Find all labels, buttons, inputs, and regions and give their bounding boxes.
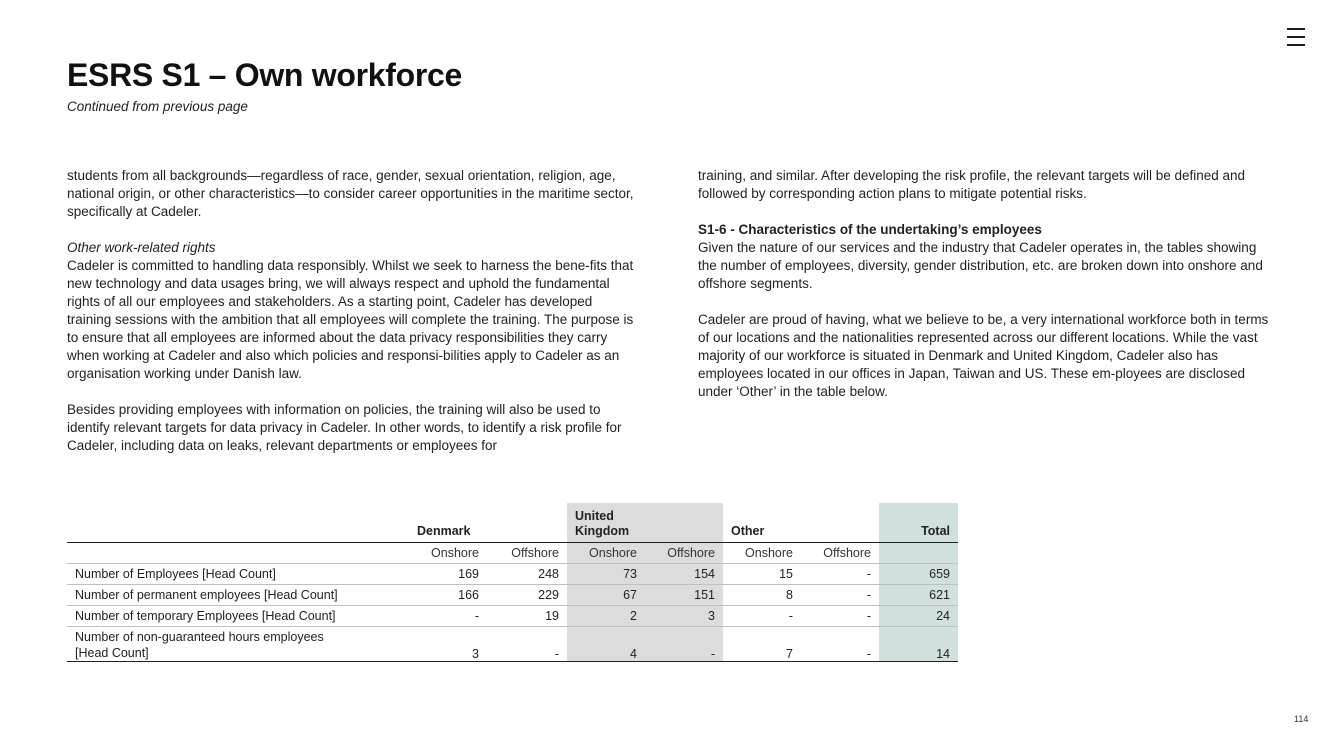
table-cell: - — [801, 564, 879, 585]
table-cell: - — [801, 585, 879, 606]
column-group-uk: United Kingdom — [567, 503, 645, 543]
section-heading: Other work-related rights — [67, 240, 216, 255]
paragraph: training, and similar. After developing the risk profile, the relevant targets will be defined and followed by corresponding action plans to mitigate potential risks. — [698, 168, 1246, 201]
row-label: Number of permanent employees [Head Count] — [67, 585, 409, 606]
table-cell-total: 621 — [879, 585, 958, 606]
table-cell: 3 — [409, 627, 487, 662]
column-group-total: Total — [879, 503, 958, 543]
table-cell-total: 659 — [879, 564, 958, 585]
page-title: ESRS S1 – Own workforce — [67, 57, 463, 93]
column-header-offshore: Offshore — [511, 546, 559, 560]
right-text-column — [698, 167, 1278, 401]
table-row — [67, 585, 958, 606]
table-cell: 73 — [567, 564, 645, 585]
column-header-onshore: Onshore — [431, 546, 479, 560]
table-cell: 169 — [409, 564, 487, 585]
section-heading: S1-6 - Characteristics of the undertaking’s employees — [698, 222, 1042, 237]
table-cell: - — [801, 606, 879, 627]
paragraph: Besides providing employees with information on policies, the training will also be used to identify relevant targets for data privacy in Cadeler. In other words, to identify a risk profile for Cadeler, including data on leaks, relevant departments or employees for — [67, 402, 622, 453]
page-subtitle: Continued from previous page — [67, 99, 248, 114]
employee-table — [67, 503, 958, 662]
table-row — [67, 627, 958, 662]
paragraph: Cadeler are proud of having, what we believe to be, a very international workforce both in terms of our locations and the nationalities represented across our different locations. While the vast majority of our workforce is situated in Denmark and United Kingdom, Cadeler also has employees located in our offices in Japan, Taiwan and US. These em-ployees are disclosed under ‘Other’ in the table below. — [698, 312, 1269, 399]
table-cell: - — [723, 606, 801, 627]
row-label: Number of Employees [Head Count] — [67, 564, 409, 585]
table-cell: 3 — [645, 606, 723, 627]
table-cell: - — [801, 627, 879, 662]
column-header-offshore: Offshore — [823, 546, 871, 560]
table-cell: 4 — [567, 627, 645, 662]
table-cell: 229 — [487, 585, 567, 606]
table-cell: 154 — [645, 564, 723, 585]
row-label-line: Number of non-guaranteed hours employees — [75, 630, 324, 644]
table-cell: - — [487, 627, 567, 662]
paragraph: students from all backgrounds—regardless of race, gender, sexual orientation, religion, age, national origin, or other characteristics—to consider career opportunities in the maritime sector, specifically at Cadeler. — [67, 168, 634, 219]
table-cell-total: 24 — [879, 606, 958, 627]
column-header-onshore: Onshore — [567, 543, 645, 564]
column-header-offshore: Offshore — [645, 543, 723, 564]
table-cell: 151 — [645, 585, 723, 606]
table-cell: - — [645, 627, 723, 662]
table-cell: 8 — [723, 585, 801, 606]
table-header-empty — [67, 503, 409, 543]
table-row — [67, 606, 958, 627]
row-label: Number of temporary Employees [Head Count] — [67, 606, 409, 627]
row-label — [67, 627, 409, 662]
hamburger-menu-icon[interactable] — [1287, 28, 1305, 46]
table-cell: - — [409, 606, 487, 627]
page-number: 114 — [1294, 714, 1309, 724]
table-cell: 248 — [487, 564, 567, 585]
paragraph: Cadeler is committed to handling data responsibly. Whilst we seek to harness the bene-fits that new technology and data usages bring, we will always respect and uphold the fundamental rights of all our employees and stakeholders. As a starting point, Cadeler has developed training sessions with the ambition that all employees will complete the training. The purpose is to ensure that all employees are informed about the data privacy responsibilities they carry when working at Cadeler and also which policies and responsi-bilities apply to Cadeler as an organisation working under Danish law. — [67, 258, 634, 381]
left-text-column — [67, 167, 639, 455]
row-label-line: [Head Count] — [75, 646, 149, 660]
paragraph: Given the nature of our services and the industry that Cadeler operates in, the tables showing the number of employees, diversity, gender distribution, etc. are broken down into onshore and offshore segments. — [698, 240, 1263, 291]
column-group-denmark: Denmark — [409, 503, 487, 543]
table-cell: 2 — [567, 606, 645, 627]
column-group-other: Other — [723, 503, 801, 543]
table-cell: 19 — [487, 606, 567, 627]
table-row — [67, 564, 958, 585]
table-cell: 67 — [567, 585, 645, 606]
table-cell: 166 — [409, 585, 487, 606]
table-cell: 15 — [723, 564, 801, 585]
column-header-onshore: Onshore — [745, 546, 793, 560]
table-cell-total: 14 — [879, 627, 958, 662]
table-cell: 7 — [723, 627, 801, 662]
